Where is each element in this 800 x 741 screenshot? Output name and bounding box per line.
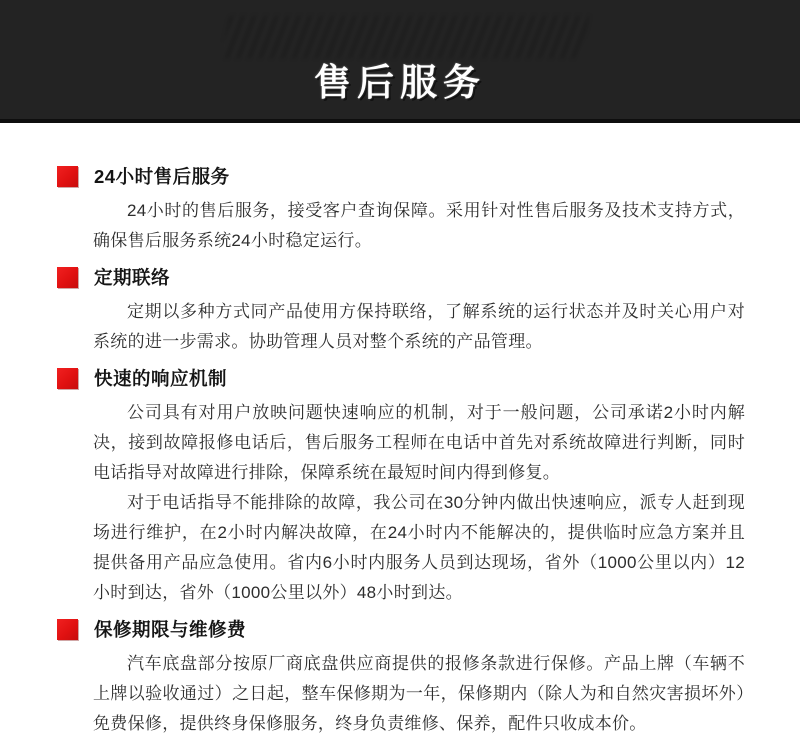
page-header-banner — [0, 0, 800, 123]
paragraph: 汽车底盘部分按原厂商底盘供应商提供的报修条款进行保修。产品上牌（车辆不上牌以验收通过）之日起，整车保修期为一年，保修期内（除人为和自然灾害损坏外）免费保修，提供终身保修服务，终身负责维修、保养，配件只收成本价。 — [93, 654, 745, 733]
section-regular-contact — [57, 264, 745, 357]
red-square-bullet-icon — [57, 166, 78, 187]
section-body — [93, 649, 745, 739]
section-heading: 24小时售后服务 — [94, 166, 230, 187]
section-heading: 定期联络 — [94, 267, 171, 288]
red-square-bullet-icon — [57, 368, 78, 389]
red-square-bullet-icon — [57, 267, 78, 288]
content-area — [0, 123, 800, 739]
section-heading-row — [57, 616, 745, 642]
page-title: 售后服务 — [314, 62, 486, 103]
section-warranty — [57, 616, 745, 739]
section-heading: 快速的响应机制 — [94, 368, 228, 389]
section-heading: 保修期限与维修费 — [94, 619, 247, 640]
section-body — [93, 297, 745, 357]
paragraph: 对于电话指导不能排除的故障，我公司在30分钟内做出快速响应，派专人赶到现场进行维护，在2小时内解决故障，在24小时内不能解决的，提供临时应急方案并且提供备用产品应急使用。省内6小时内服务人员到达现场，省外（1000公里以内）12小时到达，省外（1000公里以外）48小时到达。 — [93, 493, 745, 602]
paragraph: 定期以多种方式同产品使用方保持联络，了解系统的运行状态并及时关心用户对系统的进一步需求。协助管理人员对整个系统的产品管理。 — [93, 302, 745, 351]
section-rapid-response — [57, 365, 745, 608]
section-heading-row — [57, 264, 745, 290]
section-24h-service — [57, 163, 745, 256]
section-heading-row — [57, 365, 745, 391]
section-heading-row — [57, 163, 745, 189]
paragraph: 公司具有对用户放映问题快速响应的机制，对于一般问题，公司承诺2小时内解决，接到故障报修电话后，售后服务工程师在电话中首先对系统故障进行判断，同时电话指导对故障进行排除，保障系统在最短时间内得到修复。 — [93, 403, 745, 482]
paragraph: 24小时的售后服务，接受客户查询保障。采用针对性售后服务及技术支持方式，确保售后服务系统24小时稳定运行。 — [93, 201, 745, 250]
red-square-bullet-icon — [57, 619, 78, 640]
section-body — [93, 398, 745, 608]
section-body — [93, 196, 745, 256]
